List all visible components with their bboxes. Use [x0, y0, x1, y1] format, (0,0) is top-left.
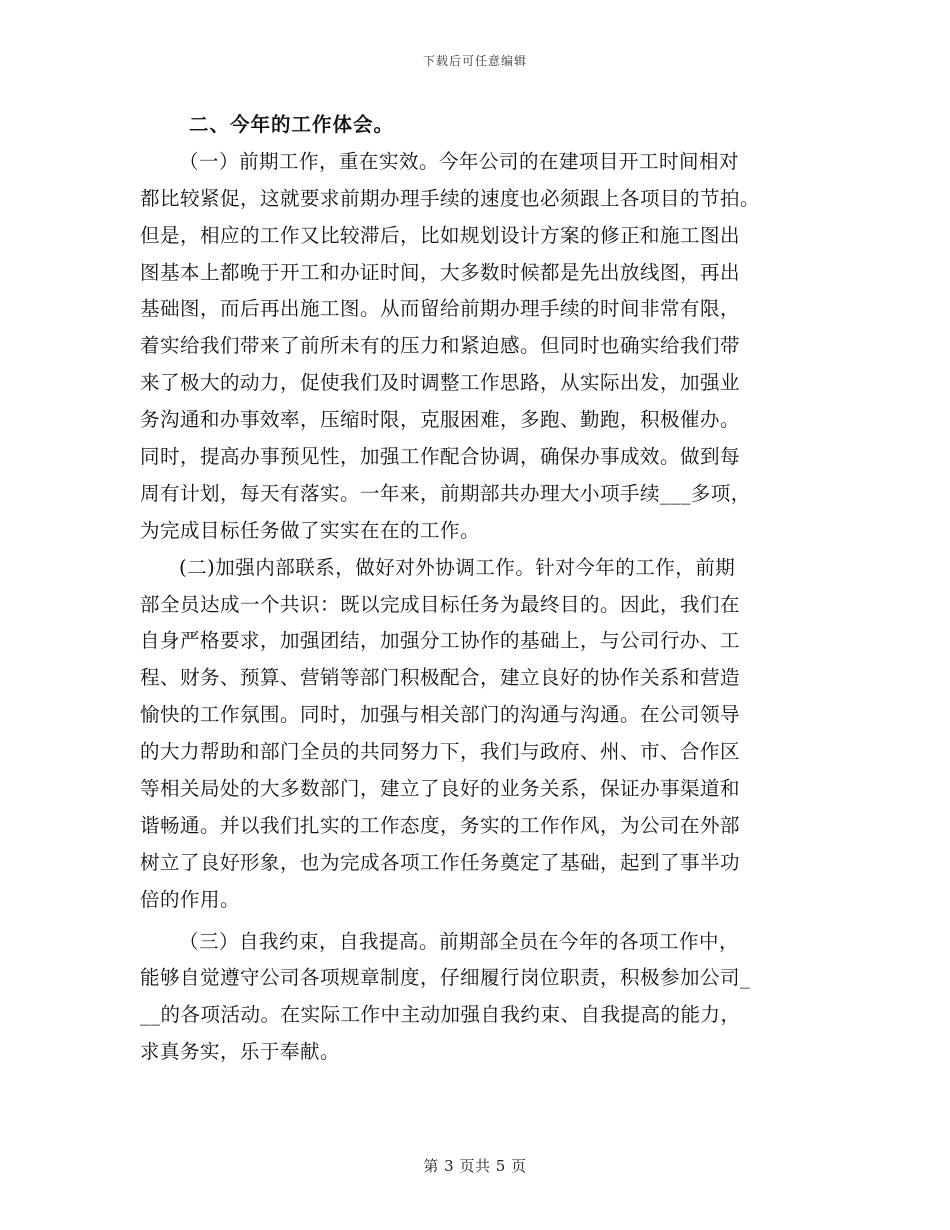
paragraph-line: 求真务实，乐于奉献。	[140, 1040, 341, 1064]
paragraph-line: 基础图，而后再出施工图。从而留给前期办理手续的时间非常有限，	[140, 297, 741, 321]
paragraph-line: 倍的作用。	[140, 887, 241, 911]
paragraph-3	[140, 924, 810, 1072]
paragraph-line: 谐畅通。并以我们扎实的工作态度，务实的工作作风，为公司在外部	[140, 813, 741, 837]
document-body	[140, 107, 810, 1071]
paragraph-line: 同时，提高办事预见性，加强工作配合协调，确保办事成效。做到每	[140, 445, 741, 469]
page-number-footer: 第 3 页共 5 页	[423, 1157, 527, 1175]
paragraph-line: 为完成目标任务做了实实在在的工作。	[140, 518, 481, 542]
paragraph-line: 自身严格要求，加强团结，加强分工协作的基础上，与公司行办、工	[140, 629, 741, 653]
section-heading: 二、今年的工作体会。	[189, 113, 395, 136]
paragraph-line: 能够自觉遵守公司各项规章制度，仔细履行岗位职责，积极参加公司_	[140, 966, 751, 990]
paragraph-line: 都比较紧促，这就要求前期办理手续的速度也必须跟上各项目的节拍。	[140, 186, 761, 210]
paragraph-line: 着实给我们带来了前所未有的压力和紧迫感。但同时也确实给我们带	[140, 334, 741, 358]
paragraph-line: 图基本上都晚于开工和办证时间，大多数时候都是先出放线图，再出	[140, 260, 741, 284]
paragraph-line: 的大力帮助和部门全员的共同努力下，我们与政府、州、市、合作区	[140, 740, 741, 764]
paragraph-line: 周有计划，每天有落实。一年来，前期部共办理大小项手续___多项，	[140, 481, 751, 505]
paragraph-line: 来了极大的动力，促使我们及时调整工作思路，从实际出发，加强业	[140, 371, 741, 395]
paragraph-1	[140, 144, 810, 550]
paragraph-line: （三）自我约束，自我提高。前期部全员在今年的各项工作中，	[179, 929, 740, 953]
page-header-note: 下载后可任意编辑	[422, 54, 527, 68]
paragraph-line: （一）前期工作，重在实效。今年公司的在建项目开工时间相对	[179, 149, 740, 173]
paragraph-line: 等相关局处的大多数部门，建立了良好的业务关系，保证办事渠道和	[140, 777, 741, 801]
paragraph-line: 树立了良好形象，也为完成各项工作任务奠定了基础，起到了事半功	[140, 850, 741, 874]
paragraph-line: 愉快的工作氛围。同时，加强与相关部门的沟通与沟通。在公司领导	[140, 703, 741, 727]
paragraph-line: 但是，相应的工作又比较滞后，比如规划设计方案的修正和施工图出	[140, 223, 741, 247]
paragraph-line: 部全员达成一个共识：既以完成目标任务为最终目的。因此，我们在	[140, 592, 741, 616]
paragraph-line: __的各项活动。在实际工作中主动加强自我约束、自我提高的能力，	[140, 1003, 741, 1027]
paragraph-line: 务沟通和办事效率，压缩时限，克服困难，多跑、勤跑，积极催办。	[140, 408, 741, 432]
paragraph-2	[140, 550, 810, 919]
paragraph-line: (二)加强内部联系，做好对外协调工作。针对今年的工作，前期	[179, 555, 736, 579]
paragraph-line: 程、财务、预算、营销等部门积极配合，建立良好的协作关系和营造	[140, 666, 741, 690]
